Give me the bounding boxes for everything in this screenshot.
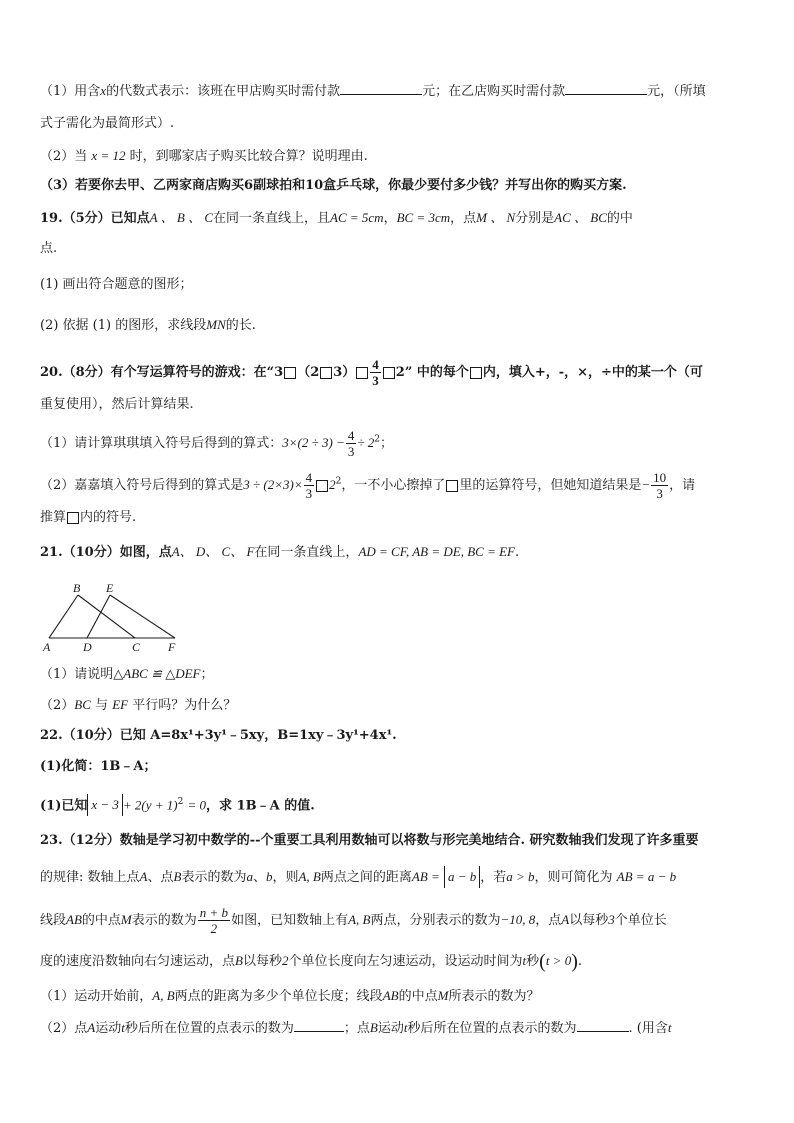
blank-box <box>446 480 458 492</box>
text: 式子需化为最简形式）. <box>40 116 175 131</box>
math-var: B <box>173 869 182 884</box>
answer-blank[interactable] <box>577 1017 629 1032</box>
text: 的长. <box>225 318 256 333</box>
text: 的中 <box>606 211 633 226</box>
text: (1) 画出符合题意的图形； <box>40 277 193 292</box>
q23-part2 <box>40 1017 760 1040</box>
text: （1）请说明 <box>40 667 114 682</box>
q23-part1 <box>40 985 760 1008</box>
math-expr: A, B <box>348 912 371 927</box>
math-expr: A, B <box>298 869 321 884</box>
q20-stem-cont <box>40 394 760 416</box>
label-d: D <box>83 640 92 653</box>
fraction <box>304 470 315 501</box>
math-var: 2 <box>281 953 289 968</box>
numerator: 4 <box>372 357 379 372</box>
text: 两点，分别表示的数为 <box>370 913 501 928</box>
text: （2）点 <box>40 1021 88 1036</box>
numerator: 4 <box>305 470 313 485</box>
text: 个单位长 <box>614 913 667 928</box>
text: ，则 <box>272 870 299 885</box>
blank-box <box>383 367 395 379</box>
math-var: BC <box>74 697 91 712</box>
math-var: B <box>369 1020 378 1035</box>
text: 运动 <box>95 1021 122 1036</box>
q19-stem-cont <box>40 238 760 260</box>
blank-box <box>356 367 368 379</box>
text: 个单位长度向左匀速运动，设运动时间为 <box>288 954 523 969</box>
text: （3）若要你去甲、乙两家商店购买6副球拍和10盒乒乓球，你最少要付多少钱？并写出你的购买方案. <box>40 178 627 193</box>
label-a: A <box>43 640 51 653</box>
text: （1）用含 <box>40 84 101 99</box>
text: . <box>577 954 583 969</box>
math-expr: AB = <box>411 869 440 884</box>
math-expr: = 0 <box>187 797 207 813</box>
text: 、 <box>252 870 266 885</box>
q21-stem <box>40 541 760 564</box>
text: 秒后所在位置的点表示的数为 <box>407 1021 577 1036</box>
text: 2 <box>395 365 405 380</box>
text: ，请 <box>669 478 696 493</box>
text: 的中点 <box>398 989 438 1004</box>
math-expr: 3 ÷ (2×3)× <box>243 477 303 492</box>
q20-part2-cont <box>40 507 760 529</box>
math-expr: AB = a − b <box>616 869 677 884</box>
fraction <box>198 905 230 936</box>
math-expr: BC = 3cm <box>396 210 451 225</box>
q22-part1 <box>40 756 760 778</box>
q20-part2 <box>40 470 760 501</box>
text: 度的速度沿数轴向右匀速运动，点 <box>40 954 236 969</box>
text: （2）当 <box>40 149 88 164</box>
q18-part2 <box>40 145 760 168</box>
text: 时，到哪家店子购买比较合算？说明理由. <box>129 149 368 164</box>
denominator: 3 <box>656 486 663 501</box>
label-f: F <box>168 640 176 653</box>
math-expr: △ABC ≌ △DEF <box>113 666 201 681</box>
math-expr: a > b <box>506 869 535 884</box>
text: 以每秒 <box>569 913 609 928</box>
q22-stem <box>40 725 760 747</box>
exponent: 2 <box>374 434 380 445</box>
text: （2）嘉嘉填入符号后得到的算式是 <box>40 478 244 493</box>
math-var: M <box>437 988 449 1003</box>
text: 内的符号. <box>80 510 137 525</box>
text: (1)化简：1B﹣A； <box>40 759 157 774</box>
text: 元，（所填 <box>647 84 706 99</box>
text: 22.（10分）已知 A=8x¹+3y¹﹣5xy，B=1xy﹣3y¹+4x¹. <box>40 728 397 743</box>
math-expr: A、 D、 C、 F <box>171 544 255 559</box>
math-expr: A, B <box>152 988 175 1003</box>
text: (2) 依据 (1) 的图形，求线段 <box>40 318 207 333</box>
text: 的代数式表示：该班在甲店购买时需付款 <box>106 84 341 99</box>
math-var: B <box>235 953 243 968</box>
q19-sub2 <box>40 314 760 337</box>
text: 里的运算符号，但她知道结果是 <box>459 478 642 493</box>
blank-box <box>284 367 296 379</box>
text: 重复使用），然后计算结果. <box>40 397 194 412</box>
math-var: AB <box>382 988 399 1003</box>
math-var: M <box>120 912 132 927</box>
text: 两点之间的距离 <box>320 870 412 885</box>
text: 秒后所在位置的点表示的数为 <box>124 1021 294 1036</box>
text: ，则可简化为 <box>534 870 613 885</box>
text: 表示的数为 <box>181 870 247 885</box>
answer-blank[interactable] <box>340 80 422 95</box>
denominator: 3 <box>372 373 379 388</box>
absolute-value: a − b <box>444 866 480 888</box>
blank-box <box>470 367 482 379</box>
text: 的中点 <box>81 913 121 928</box>
text: ” 中的每个 <box>404 365 469 380</box>
denominator: 3 <box>347 444 355 459</box>
math-var: MN <box>206 317 226 332</box>
text: ， <box>383 211 397 226</box>
text: 所表示的数为？ <box>448 989 540 1004</box>
math-expr: ÷ 2 <box>357 435 375 450</box>
q23-stem-2 <box>40 866 760 889</box>
text: 两点的距离为多少个单位长度；线段 <box>174 989 383 1004</box>
math-expr: AD = CF, AB = DE, BC = EF <box>358 544 515 559</box>
text: 元；在乙店购买时需付款 <box>422 84 566 99</box>
math-expr: x = 12 <box>91 148 126 163</box>
exponent: 2 <box>335 476 342 487</box>
math-expr: M 、 N <box>476 210 516 225</box>
text: ，点 <box>535 913 562 928</box>
text: ，一不小心擦掉了 <box>341 478 446 493</box>
text: . (用含 <box>628 1021 668 1036</box>
math-var: 3 <box>608 912 615 927</box>
math-expr: 2 <box>329 477 336 492</box>
math-var: A <box>561 912 570 927</box>
denominator: 3 <box>305 486 313 501</box>
q20-stem <box>40 357 760 388</box>
math-expr: 3×(2 ÷ 3) − <box>282 435 345 450</box>
math-expr: + 2(y + 1) <box>122 797 178 813</box>
q18-part1 <box>40 80 760 103</box>
label-c: C <box>132 640 141 653</box>
triangles-figure <box>40 578 190 653</box>
text: 运动 <box>377 1021 404 1036</box>
q22-part2 <box>40 791 760 817</box>
numerator: n + b <box>199 905 229 920</box>
text: 在同一条直线上， <box>254 545 359 560</box>
blank-box <box>67 512 79 524</box>
text: （2） <box>40 698 75 713</box>
numerator: 4 <box>347 428 355 443</box>
text: 表示的数为 <box>131 913 197 928</box>
q21-part2 <box>40 694 760 717</box>
text: 21.（10分）如图，点 <box>40 545 172 560</box>
math-var: t <box>522 953 527 968</box>
blank-box <box>316 480 328 492</box>
text: 3） <box>333 365 356 380</box>
text: 的规律: 数轴上点 <box>40 870 140 885</box>
answer-blank[interactable] <box>565 80 647 95</box>
q19-sub1 <box>40 274 760 296</box>
text: ，若 <box>480 870 507 885</box>
text: 推算 <box>40 510 67 525</box>
text: （1）请计算琪琪填入符号后得到的算式： <box>40 436 283 451</box>
math-expr: −10, 8 <box>500 912 536 927</box>
text: ；点 <box>343 1021 370 1036</box>
math-expr: t > 0 <box>545 953 572 968</box>
text: . <box>515 545 520 560</box>
q21-part1 <box>40 663 760 686</box>
text: 以每秒 <box>242 954 282 969</box>
math-expr: A 、 B 、 C <box>149 210 213 225</box>
math-var: t <box>121 1020 125 1035</box>
q23-stem <box>40 830 760 852</box>
math-var: a <box>246 869 253 884</box>
text: 、点 <box>147 870 174 885</box>
math-var: AB <box>66 912 82 927</box>
q18-part1-cont <box>40 113 760 135</box>
text: ，点 <box>450 211 477 226</box>
fraction <box>651 470 668 501</box>
q19-stem <box>40 207 760 230</box>
math-expr: − <box>641 477 651 492</box>
math-var: b <box>265 869 273 884</box>
text: ，求 1B﹣A 的值. <box>206 798 315 814</box>
text: 平行吗？为什么？ <box>132 698 237 713</box>
denominator: 2 <box>210 921 218 936</box>
text: 点. <box>40 241 58 256</box>
math-var: EF <box>112 697 129 712</box>
text: 分别是 <box>515 211 555 226</box>
q18-part3 <box>40 175 760 197</box>
segment-ef <box>110 595 175 638</box>
label-e: E <box>106 581 114 595</box>
text: 与 <box>95 698 109 713</box>
text: （2 <box>297 365 320 380</box>
text: ； <box>200 667 214 682</box>
segment-ab <box>49 595 78 638</box>
q23-stem-4: 度的速度沿数轴向右匀速运动，点B以每秒2个单位长度向左匀速运动，设运动时间为t秒(t > 0). <box>40 950 583 973</box>
text: （1）运动开始前， <box>40 989 153 1004</box>
exponent: 2 <box>177 797 184 807</box>
answer-blank[interactable] <box>294 1017 344 1032</box>
label-b: B <box>73 581 81 595</box>
text: 如图，已知数轴上有 <box>231 913 349 928</box>
absolute-value: x − 3 <box>87 794 123 816</box>
fraction <box>346 428 357 459</box>
numerator: 10 <box>653 470 667 485</box>
text: 23.（12分）数轴是学习初中数学的--个重要工具利用数轴可以将数与形完美地结合. 研究数轴我们发现了许多重要 <box>40 833 699 848</box>
math-var: A <box>87 1020 96 1035</box>
text: 线段 <box>40 913 67 928</box>
text: 内，填入+，-，×，÷中的某一个（可 <box>482 365 703 380</box>
math-var: t <box>403 1020 408 1035</box>
math-expr: AC 、 BC <box>554 210 607 225</box>
math-var: A <box>139 869 148 884</box>
q23-stem-3 <box>40 905 760 936</box>
math-var: x <box>100 83 107 98</box>
blank-box <box>320 367 332 379</box>
text: (1)已知 <box>40 798 88 814</box>
text: 秒 <box>526 954 540 969</box>
text: 20.（8分）有个写运算符号的游戏：在“3 <box>40 365 284 380</box>
math-expr: AC = 5cm <box>330 210 384 225</box>
fraction <box>370 357 381 388</box>
q20-part1 <box>40 428 760 459</box>
math-var: t <box>667 1020 672 1035</box>
text: ； <box>380 436 394 451</box>
text: 19.（5分）已知点 <box>40 211 150 226</box>
text: 在同一条直线上，且 <box>213 211 331 226</box>
